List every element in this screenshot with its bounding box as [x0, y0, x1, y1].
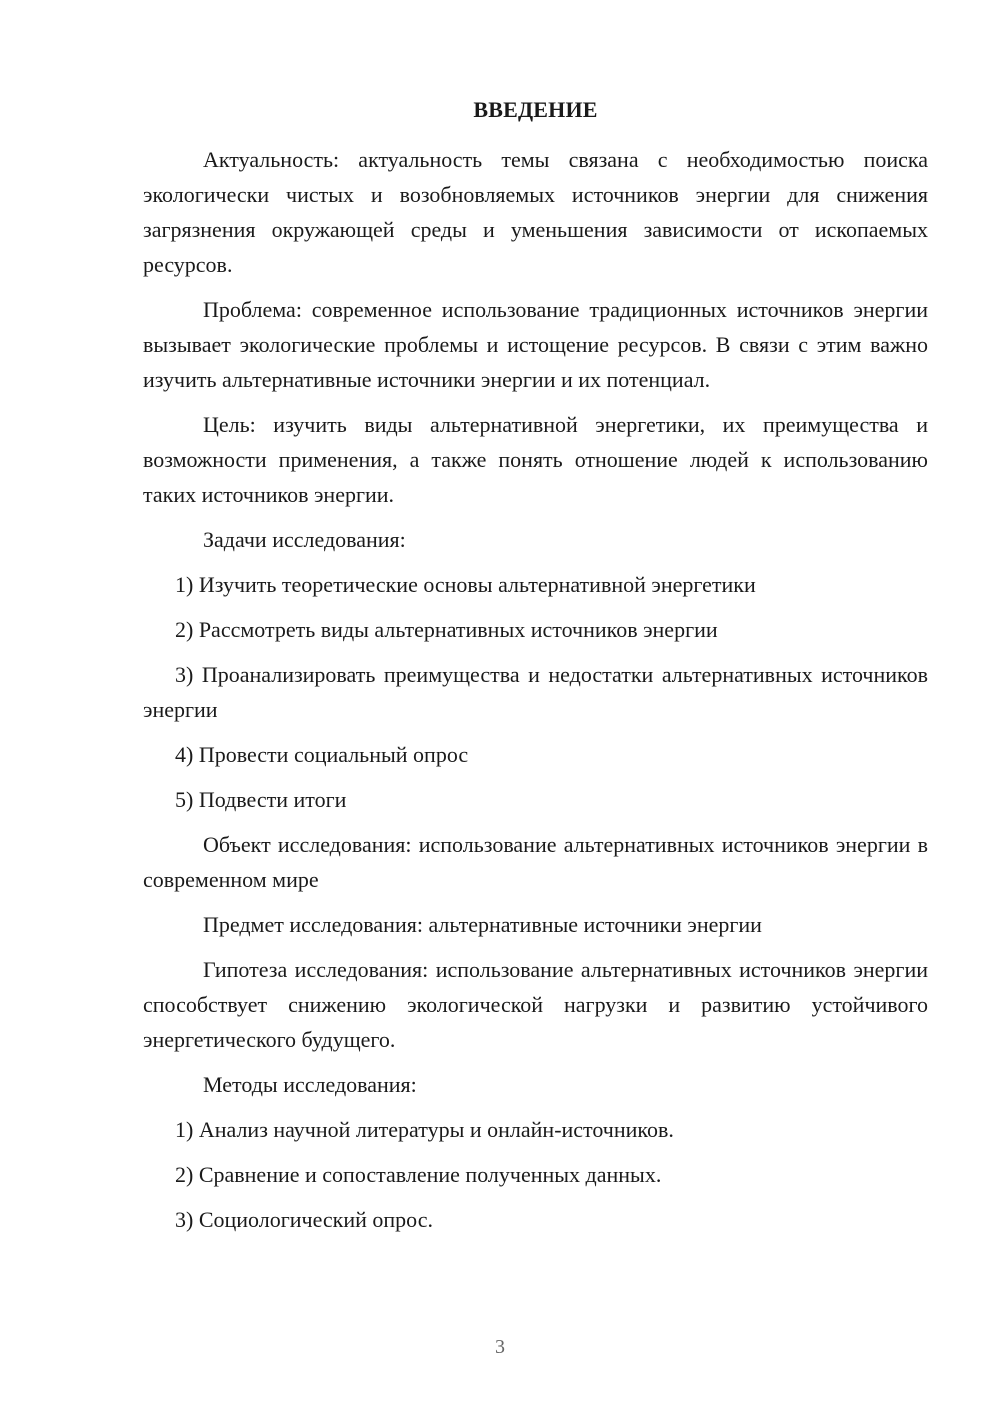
paragraph-problem: Проблема: современное использование традиционных источников энергии вызывает экологические проблемы и истощение ресурсов. В связи с этим важно изучить альтернативные источники энергии и их потенциал. [143, 297, 928, 392]
page-number: 3 [495, 1336, 505, 1358]
document-page [143, 95, 928, 1247]
method-item-3: 3) Социологический опрос. [175, 1207, 433, 1232]
task-item-2: 2) Рассмотреть виды альтернативных источников энергии [175, 617, 718, 642]
paragraph-methods-heading: Методы исследования: [203, 1072, 417, 1097]
section-title: ВВЕДЕНИЕ [473, 97, 598, 122]
task-item-4: 4) Провести социальный опрос [175, 742, 469, 767]
task-item-5: 5) Подвести итоги [175, 787, 347, 812]
task-item-1: 1) Изучить теоретические основы альтернативной энергетики [175, 572, 756, 597]
task-item-3: 3) Проанализировать преимущества и недостатки альтернативных источников энергии [143, 662, 928, 722]
paragraph-subject: Предмет исследования: альтернативные источники энергии [203, 912, 762, 937]
paragraph-goal: Цель: изучить виды альтернативной энергетики, их преимущества и возможности применения, а также понять отношение людей к использованию таких источников энергии. [143, 412, 928, 507]
paragraph-hypothesis: Гипотеза исследования: использование альтернативных источников энергии способствует снижению экологической нагрузки и развитию устойчивого энергетического будущего. [143, 957, 928, 1052]
paragraph-tasks-heading: Задачи исследования: [203, 527, 406, 552]
paragraph-relevance: Актуальность: актуальность темы связана с необходимостью поиска экологически чистых и возобновляемых источников энергии для снижения загрязнения окружающей среды и уменьшения зависимости от ископаемых ресурсов. [143, 147, 928, 277]
paragraph-object: Объект исследования: использование альтернативных источников энергии в современном мире [143, 832, 928, 892]
method-item-1: 1) Анализ научной литературы и онлайн-источников. [175, 1117, 674, 1142]
method-item-2: 2) Сравнение и сопоставление полученных данных. [175, 1162, 662, 1187]
